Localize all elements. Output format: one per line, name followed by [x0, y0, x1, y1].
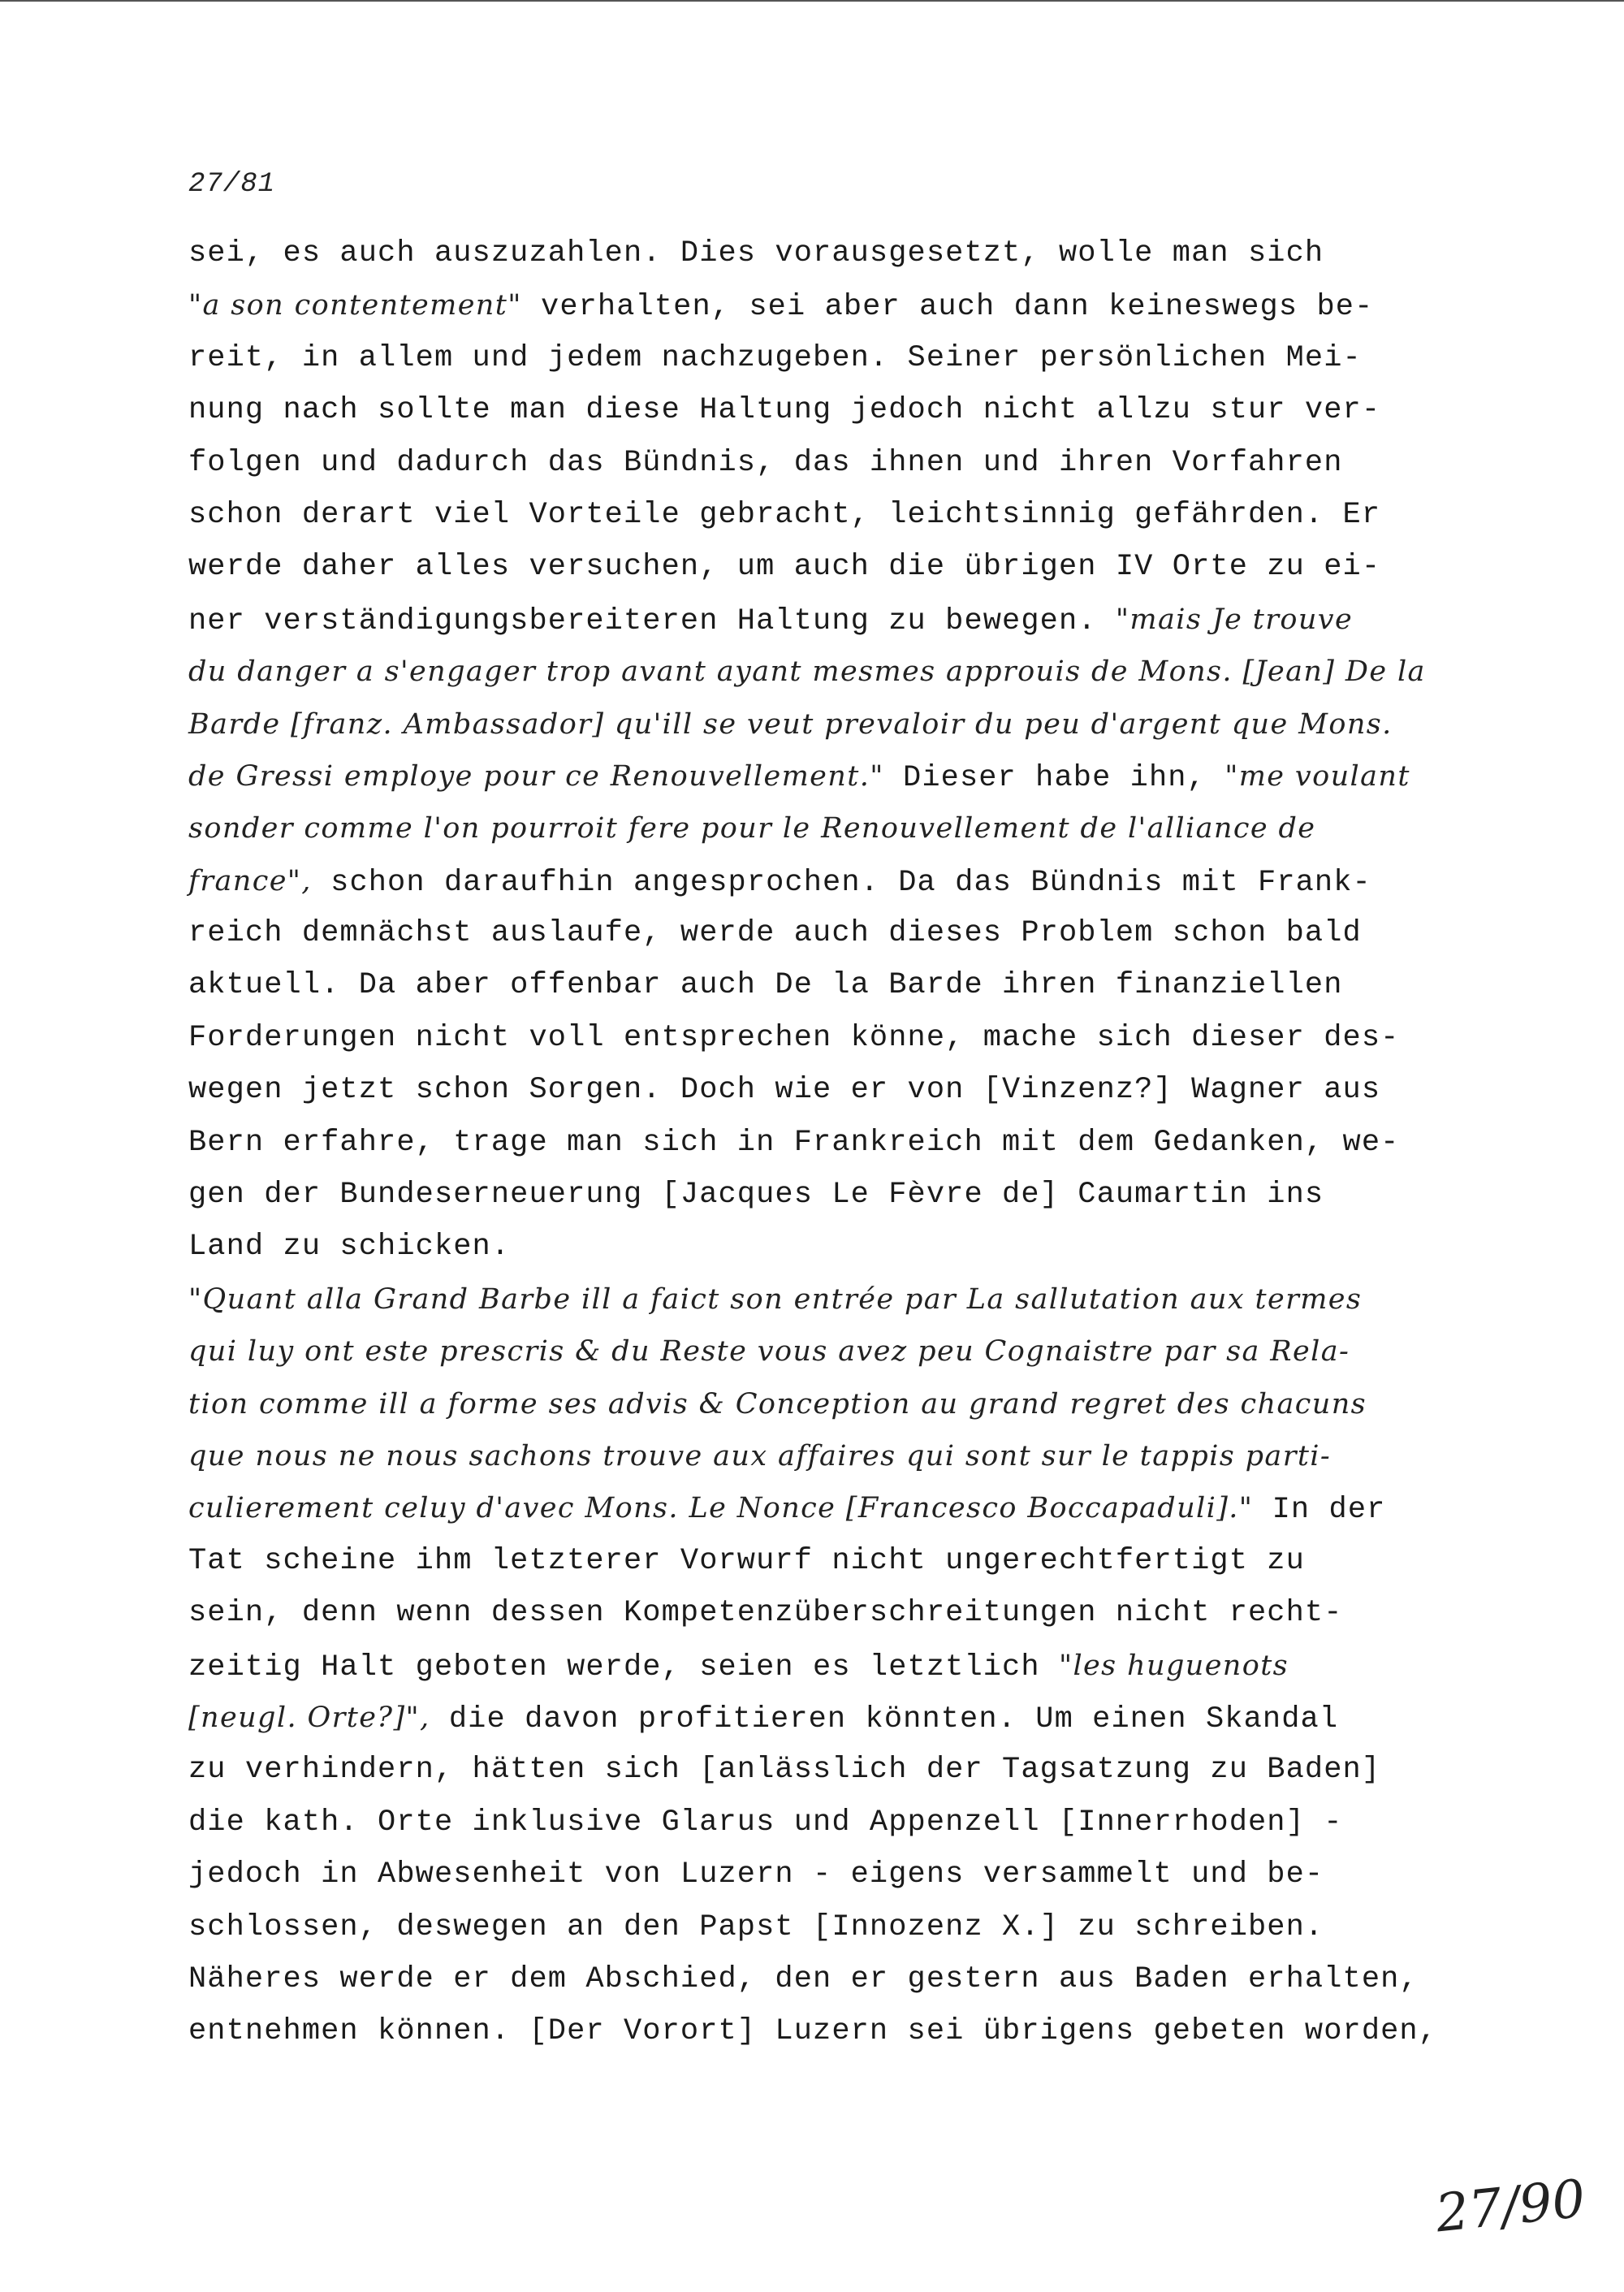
quoted-french-text: Barde [franz. Ambassador] qu'ill se veut prevaloir du peu d'argent que Mons.: [188, 707, 1393, 741]
text-segment: werde daher alles versuchen, um auch die übrigen IV Orte zu ei-: [188, 550, 1381, 585]
text-line: [188, 698, 1455, 750]
text-line: [188, 646, 1455, 698]
quoted-french-text: "me voulant: [1224, 759, 1410, 793]
quoted-french-text: "mais Je trouve: [1115, 603, 1354, 636]
text-line: [188, 1169, 1455, 1221]
text-segment: Bern erfahre, trage man sich in Frankreich mit dem Gedanken, we-: [188, 1125, 1400, 1160]
text-line: [188, 489, 1455, 541]
text-line: [188, 541, 1455, 593]
text-line: [188, 1482, 1455, 1534]
quoted-french-text: qui luy ont este prescris & du Reste vous avez peu Cognaistre par sa Rela-: [188, 1335, 1350, 1369]
quoted-french-text: sonder comme l'on pourroit fere pour le Renouvellement de l'alliance de: [188, 812, 1316, 845]
text-segment: jedoch in Abwesenheit von Luzern - eigens versammelt und be-: [188, 1857, 1324, 1892]
quoted-french-text: "Quant alla Grand Barbe ill a faict son entrée par La sallutation aux termes: [188, 1282, 1363, 1316]
text-segment: gen der Bundeserneuerung [Jacques Le Fèvre de] Caumartin ins: [188, 1178, 1324, 1213]
text-line: [188, 227, 1455, 279]
text-line: [188, 1378, 1455, 1430]
text-line: [188, 437, 1455, 489]
text-segment: nung nach sollte man diese Haltung jedoch nicht allzu stur ver-: [188, 393, 1381, 428]
text-segment: schon derart viel Vorteile gebracht, leichtsinnig gefährden. Er: [188, 497, 1381, 532]
text-segment: die kath. Orte inklusive Glarus und Appenzell [Innerrhoden] -: [188, 1805, 1343, 1840]
quoted-french-text: de Gressi employe pour ce Renouvellement.": [188, 759, 884, 793]
text-line: [188, 1221, 1455, 1273]
text-line: [188, 855, 1455, 907]
text-segment: wegen jetzt schon Sorgen. Doch wie er von [Vinzenz?] Wagner aus: [188, 1073, 1381, 1108]
text-segment: schlossen, deswegen an den Papst [Innozenz X.] zu schreiben.: [188, 1909, 1324, 1944]
text-segment: folgen und dadurch das Bündnis, das ihnen und ihren Vorfahren: [188, 445, 1343, 480]
quoted-french-text: tion comme ill a forme ses advis & Conception au grand regret des chacuns: [188, 1387, 1367, 1421]
text-line: [188, 1587, 1455, 1639]
text-line: [188, 1849, 1455, 1901]
text-line: [188, 1535, 1455, 1587]
text-segment: Forderungen nicht voll entsprechen könne, mache sich dieser des-: [188, 1020, 1400, 1055]
text-segment: Näheres werde er dem Abschied, den er gestern aus Baden erhalten,: [188, 1961, 1419, 1996]
text-segment: Land zu schicken.: [188, 1230, 511, 1265]
quoted-french-text: du danger a s'engager trop avant ayant mesmes approuis de Mons. [Jean] De la: [188, 655, 1426, 689]
handwritten-folio-number: 27/90: [1432, 2169, 1588, 2245]
text-line: [188, 959, 1455, 1011]
text-segment: schon daraufhin angesprochen. Da das Bündnis mit Frank-: [311, 865, 1371, 900]
quoted-french-text: [neugl. Orte?]",: [188, 1701, 430, 1734]
page-top-edge: [0, 0, 1624, 5]
text-segment: reich demnächst auslaufe, werde auch dieses Problem schon bald: [188, 916, 1362, 951]
text-segment: aktuell. Da aber offenbar auch De la Barde ihren finanziellen: [188, 968, 1343, 1003]
text-line: [188, 802, 1455, 854]
text-line: [188, 1325, 1455, 1377]
quoted-french-text: france",: [188, 864, 312, 897]
text-segment: entnehmen können. [Der Vorort] Luzern sei übrigens gebeten worden,: [188, 2014, 1438, 2049]
text-line: [188, 1797, 1455, 1849]
quoted-french-text: que nous ne nous sachons trouve aux affaires qui sont sur le tappis parti-: [188, 1439, 1332, 1473]
text-line: [188, 2005, 1455, 2057]
text-line: [188, 1117, 1455, 1169]
text-line: [188, 279, 1455, 331]
text-line: [188, 1064, 1455, 1116]
body-text: [188, 227, 1455, 2058]
text-line: [188, 332, 1455, 384]
text-line: [188, 1640, 1455, 1692]
text-line: [188, 907, 1455, 959]
text-line: [188, 1744, 1455, 1796]
text-line: [188, 1274, 1455, 1325]
text-line: [188, 1953, 1455, 2005]
text-line: [188, 1901, 1455, 1953]
text-line: [188, 750, 1455, 802]
text-segment: In der: [1253, 1493, 1386, 1528]
text-line: [188, 1430, 1455, 1482]
text-segment: sei, es auch auszuzahlen. Dies vorausgesetzt, wolle man sich: [188, 236, 1324, 270]
text-segment: Tat scheine ihm letzterer Vorwurf nicht ungerechtfertigt zu: [188, 1543, 1305, 1578]
text-line: [188, 1692, 1455, 1744]
text-line: [188, 594, 1455, 646]
text-line: [188, 384, 1455, 436]
text-line: [188, 1012, 1455, 1064]
text-segment: reit, in allem und jedem nachzugeben. Seiner persönlichen Mei-: [188, 340, 1362, 375]
text-segment: verhalten, sei aber auch dann keineswegs be-: [521, 290, 1374, 325]
text-segment: ner verständigungsbereiteren Haltung zu bewegen.: [188, 603, 1116, 638]
quoted-french-text: "les huguenots: [1058, 1649, 1289, 1682]
text-segment: zeitig Halt geboten werde, seien es letztlich: [188, 1650, 1059, 1684]
page-number: 27/81: [188, 169, 276, 200]
quoted-french-text: "a son contentement": [188, 289, 522, 322]
text-segment: sein, denn wenn dessen Kompetenzüberschreitungen nicht recht-: [188, 1596, 1343, 1631]
quoted-french-text: culierement celuy d'avec Mons. Le Nonce [Francesco Boccapaduli].": [188, 1492, 1254, 1525]
text-segment: die davon profitieren könnten. Um einen Skandal: [430, 1702, 1339, 1736]
text-segment: zu verhindern, hätten sich [anlässlich der Tagsatzung zu Baden]: [188, 1753, 1381, 1788]
text-segment: Dieser habe ihn,: [883, 760, 1225, 795]
